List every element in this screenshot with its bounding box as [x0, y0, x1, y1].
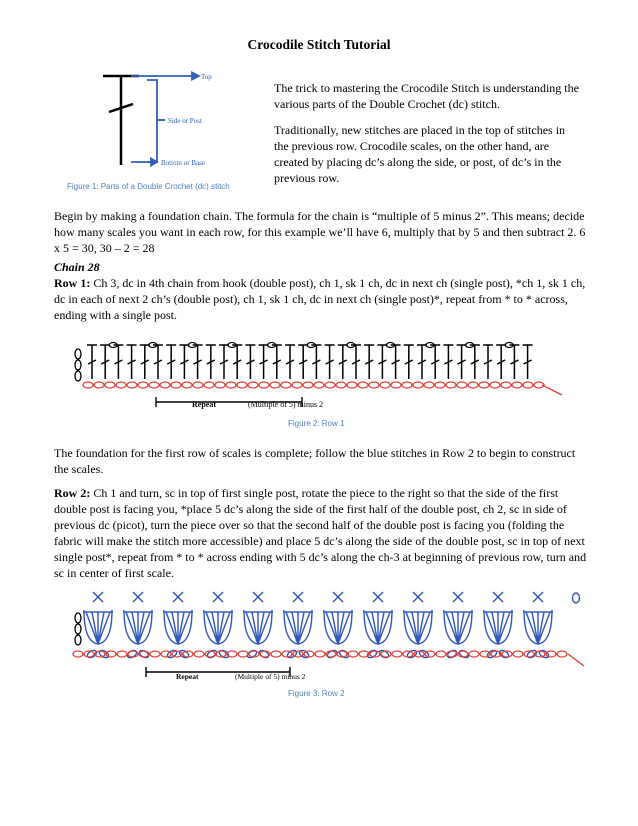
- dc-stitch: [285, 345, 295, 379]
- chain-loop: [193, 382, 203, 388]
- chain-loop: [413, 382, 423, 388]
- intro-paragraph-2: Traditionally, new stitches are placed in the top of stitches in the previous row. Crocodile scales, on the other hand, are created by placing dc’s along the side, or post, of dc’s in the previous row.: [274, 123, 566, 185]
- chain-loop: [523, 382, 533, 388]
- page-title: Crocodile Stitch Tutorial: [247, 37, 391, 52]
- row-1-text: Ch 3, dc in 4th chain from hook (double post), ch 1, sk 1 ch, dc in next ch (single post), *ch 1, sk 1 ch, dc in each of next 2 ch’s (double post), ch 1, sk 1 ch, dc in next ch (single post)*, repeat from * to * across, ending with a single post.: [54, 276, 586, 322]
- chain-loop: [479, 382, 489, 388]
- chain-loop: [160, 382, 170, 388]
- chain-tail: [542, 385, 562, 395]
- figure-2-caption: Figure 2: Row 1: [288, 419, 345, 428]
- row-1-instructions: [54, 275, 588, 323]
- transition-paragraph: The foundation for the first row of scales is complete; follow the blue stitches in Row 2 to begin to construct the scales.: [54, 446, 576, 476]
- chain-loop: [436, 651, 446, 657]
- label-side-or-post: Side or Post: [168, 117, 202, 125]
- chain-loop: [127, 382, 137, 388]
- chain-loop: [348, 651, 358, 657]
- chain-loop: [292, 382, 302, 388]
- crocodile-scale: [83, 592, 113, 659]
- chain-loop: [303, 382, 313, 388]
- dc-stitch: [87, 345, 97, 379]
- row-2-text: Ch 1 and turn, sc in top of first single post, rotate the piece to the right so that the side of the first double post is facing you, *place 5 dc’s along the side of the first half of the double post, ch 2, sc in side of previous dc (picot), turn the piece over so that the second half of the double post is facing you (folding the fabric will make the stitch more accessible) and place 5 dc’s along the side of the double post, sc in top of next single post*, repeat from * to * across ending with 5 dc’s along the ch-3 at beginning of previous row, turn and sc in center of first scale.: [54, 486, 587, 580]
- chain-loop: [380, 382, 390, 388]
- intro-paragraph-1: The trick to mastering the Crocodile Stitch is understanding the various parts of the Double Crochet (dc) stitch.: [274, 81, 579, 111]
- foundation-paragraph: Begin by making a foundation chain. The formula for the chain is “multiple of 5 minus 2”. This means; decide how many scales you want in each row, for this example we’ll have 6, multiply that by 5 and then subtract 2. 6 x 5 = 30, 30 – 2 = 28: [54, 209, 586, 255]
- label-top: Top: [201, 73, 212, 81]
- turning-chain-loop: [75, 635, 81, 645]
- chain-loop: [325, 382, 335, 388]
- dc-stitch: [127, 345, 137, 379]
- dc-stitch: [338, 345, 348, 379]
- dc-stitch: [391, 345, 401, 379]
- chain-loop: [336, 382, 346, 388]
- chain-loop: [149, 382, 159, 388]
- dc-stitch: [417, 345, 427, 379]
- chain-loop: [194, 651, 204, 657]
- chain-loop: [204, 382, 214, 388]
- chain-loop: [83, 382, 93, 388]
- chain-loop: [314, 382, 324, 388]
- crocodile-scale: [523, 592, 553, 659]
- dc-stitch: [523, 345, 533, 379]
- crocodile-scale: [203, 592, 233, 659]
- dc-stitch: [272, 345, 282, 379]
- chain-loop: [546, 651, 556, 657]
- dc-stitch: [113, 345, 123, 379]
- chain-loop: [270, 382, 280, 388]
- dc-stitch: [311, 345, 321, 379]
- chain-loop: [512, 382, 522, 388]
- dc-stitch: [430, 345, 440, 379]
- chain-loop: [490, 382, 500, 388]
- dc-stitch: [470, 345, 480, 379]
- figure-1-caption: Figure 1: Parts of a Double Crochet (dc) stitch: [67, 182, 230, 191]
- chain-loop: [402, 382, 412, 388]
- chain-loop: [369, 382, 379, 388]
- dc-stitch: [325, 345, 335, 379]
- dc-stitch: [298, 345, 308, 379]
- chain-loop: [447, 651, 457, 657]
- chain-loop: [391, 382, 401, 388]
- turning-chain-loop: [75, 349, 81, 359]
- chain-heading: Chain 28: [54, 260, 100, 274]
- chain-loop: [315, 651, 325, 657]
- row-2-instructions: [54, 485, 588, 581]
- chain-loop: [226, 382, 236, 388]
- dc-stitch: [457, 345, 467, 379]
- turning-chain-loop: [75, 613, 81, 623]
- crocodile-scale: [363, 592, 393, 659]
- turning-sc: [573, 593, 580, 603]
- chain-loop: [73, 651, 83, 657]
- chain-loop: [105, 382, 115, 388]
- chain-loop: [480, 651, 490, 657]
- chain-loop: [358, 382, 368, 388]
- dc-stitch: [140, 345, 150, 379]
- figure-3-row-2-diagram: [68, 588, 588, 688]
- label-bottom-or-base: Bottom or Base: [161, 159, 205, 167]
- crocodile-scale: [283, 592, 313, 659]
- crocodile-scale: [483, 592, 513, 659]
- dc-stitch: [232, 345, 242, 379]
- dc-stitch: [443, 345, 453, 379]
- crocodile-scale: [163, 592, 193, 659]
- dc-stitch: [404, 345, 414, 379]
- chain-loop: [446, 382, 456, 388]
- chain-loop: [215, 382, 225, 388]
- row-2-label: Row 2:: [54, 486, 91, 500]
- chain-loop: [161, 651, 171, 657]
- dc-stitch: [245, 345, 255, 379]
- chain-tail: [568, 654, 584, 666]
- chain-loop: [116, 382, 126, 388]
- dc-stitch: [153, 345, 163, 379]
- crocodile-scale: [243, 592, 273, 659]
- row-1-label: Row 1:: [54, 276, 91, 290]
- dc-stitch: [206, 345, 216, 379]
- crocodile-scale: [123, 592, 153, 659]
- row-2-scales: [75, 592, 580, 659]
- dc-stitch: [509, 345, 519, 379]
- figure-2-multiple-label: (Multiple of 5) minus 2: [248, 400, 324, 409]
- chain-loop: [259, 382, 269, 388]
- dc-stitch: [483, 345, 493, 379]
- chain-loop: [139, 651, 149, 657]
- dc-stitch: [364, 345, 374, 379]
- chain-loop: [469, 651, 479, 657]
- foundation-chain: [83, 382, 562, 395]
- row-1-stitches: [75, 343, 533, 382]
- dc-stitch: [193, 345, 203, 379]
- dc-stitch: [496, 345, 506, 379]
- chain-loop: [557, 651, 567, 657]
- chain-loop: [248, 382, 258, 388]
- figure-3-multiple-label: (Multiple of 5) minus 2: [235, 672, 306, 681]
- chain-loop: [281, 382, 291, 388]
- chain-loop: [513, 651, 523, 657]
- figure-2-row-1-diagram: [70, 337, 570, 417]
- chain-loop: [117, 651, 127, 657]
- chain-loop: [271, 651, 281, 657]
- dc-stitch: [166, 345, 176, 379]
- chain-loop: [293, 651, 303, 657]
- figure-3-repeat-label: Repeat: [176, 672, 199, 681]
- dc-stitch: [179, 345, 189, 379]
- chain-loop: [106, 651, 116, 657]
- dc-stitch: [100, 345, 110, 379]
- chain-loop: [150, 651, 160, 657]
- chain-loop: [171, 382, 181, 388]
- dc-stitch: [219, 345, 229, 379]
- turning-chain-loop: [75, 360, 81, 370]
- chain-loop: [237, 382, 247, 388]
- chain-loop: [347, 382, 357, 388]
- turning-chain-loop: [75, 371, 81, 381]
- chain-loop: [138, 382, 148, 388]
- turning-chain-loop: [75, 624, 81, 634]
- chain-loop: [94, 382, 104, 388]
- figure-3-caption: Figure 3: Row 2: [288, 689, 345, 698]
- crocodile-scale: [323, 592, 353, 659]
- chain-loop: [182, 382, 192, 388]
- dc-stitch: [377, 345, 387, 379]
- chain-loop: [457, 382, 467, 388]
- dc-stitch: [259, 345, 269, 379]
- chain-loop: [435, 382, 445, 388]
- chain-loop: [468, 382, 478, 388]
- chain-loop: [424, 382, 434, 388]
- chain-loop: [425, 651, 435, 657]
- figure-2-repeat-label: Repeat: [192, 400, 216, 409]
- chain-loop: [392, 651, 402, 657]
- figure-1-dc-diagram: [95, 68, 225, 173]
- crocodile-scale: [403, 592, 433, 659]
- chain-loop: [501, 382, 511, 388]
- crocodile-scale: [443, 592, 473, 659]
- dc-stitch: [351, 345, 361, 379]
- chain-loop: [238, 651, 248, 657]
